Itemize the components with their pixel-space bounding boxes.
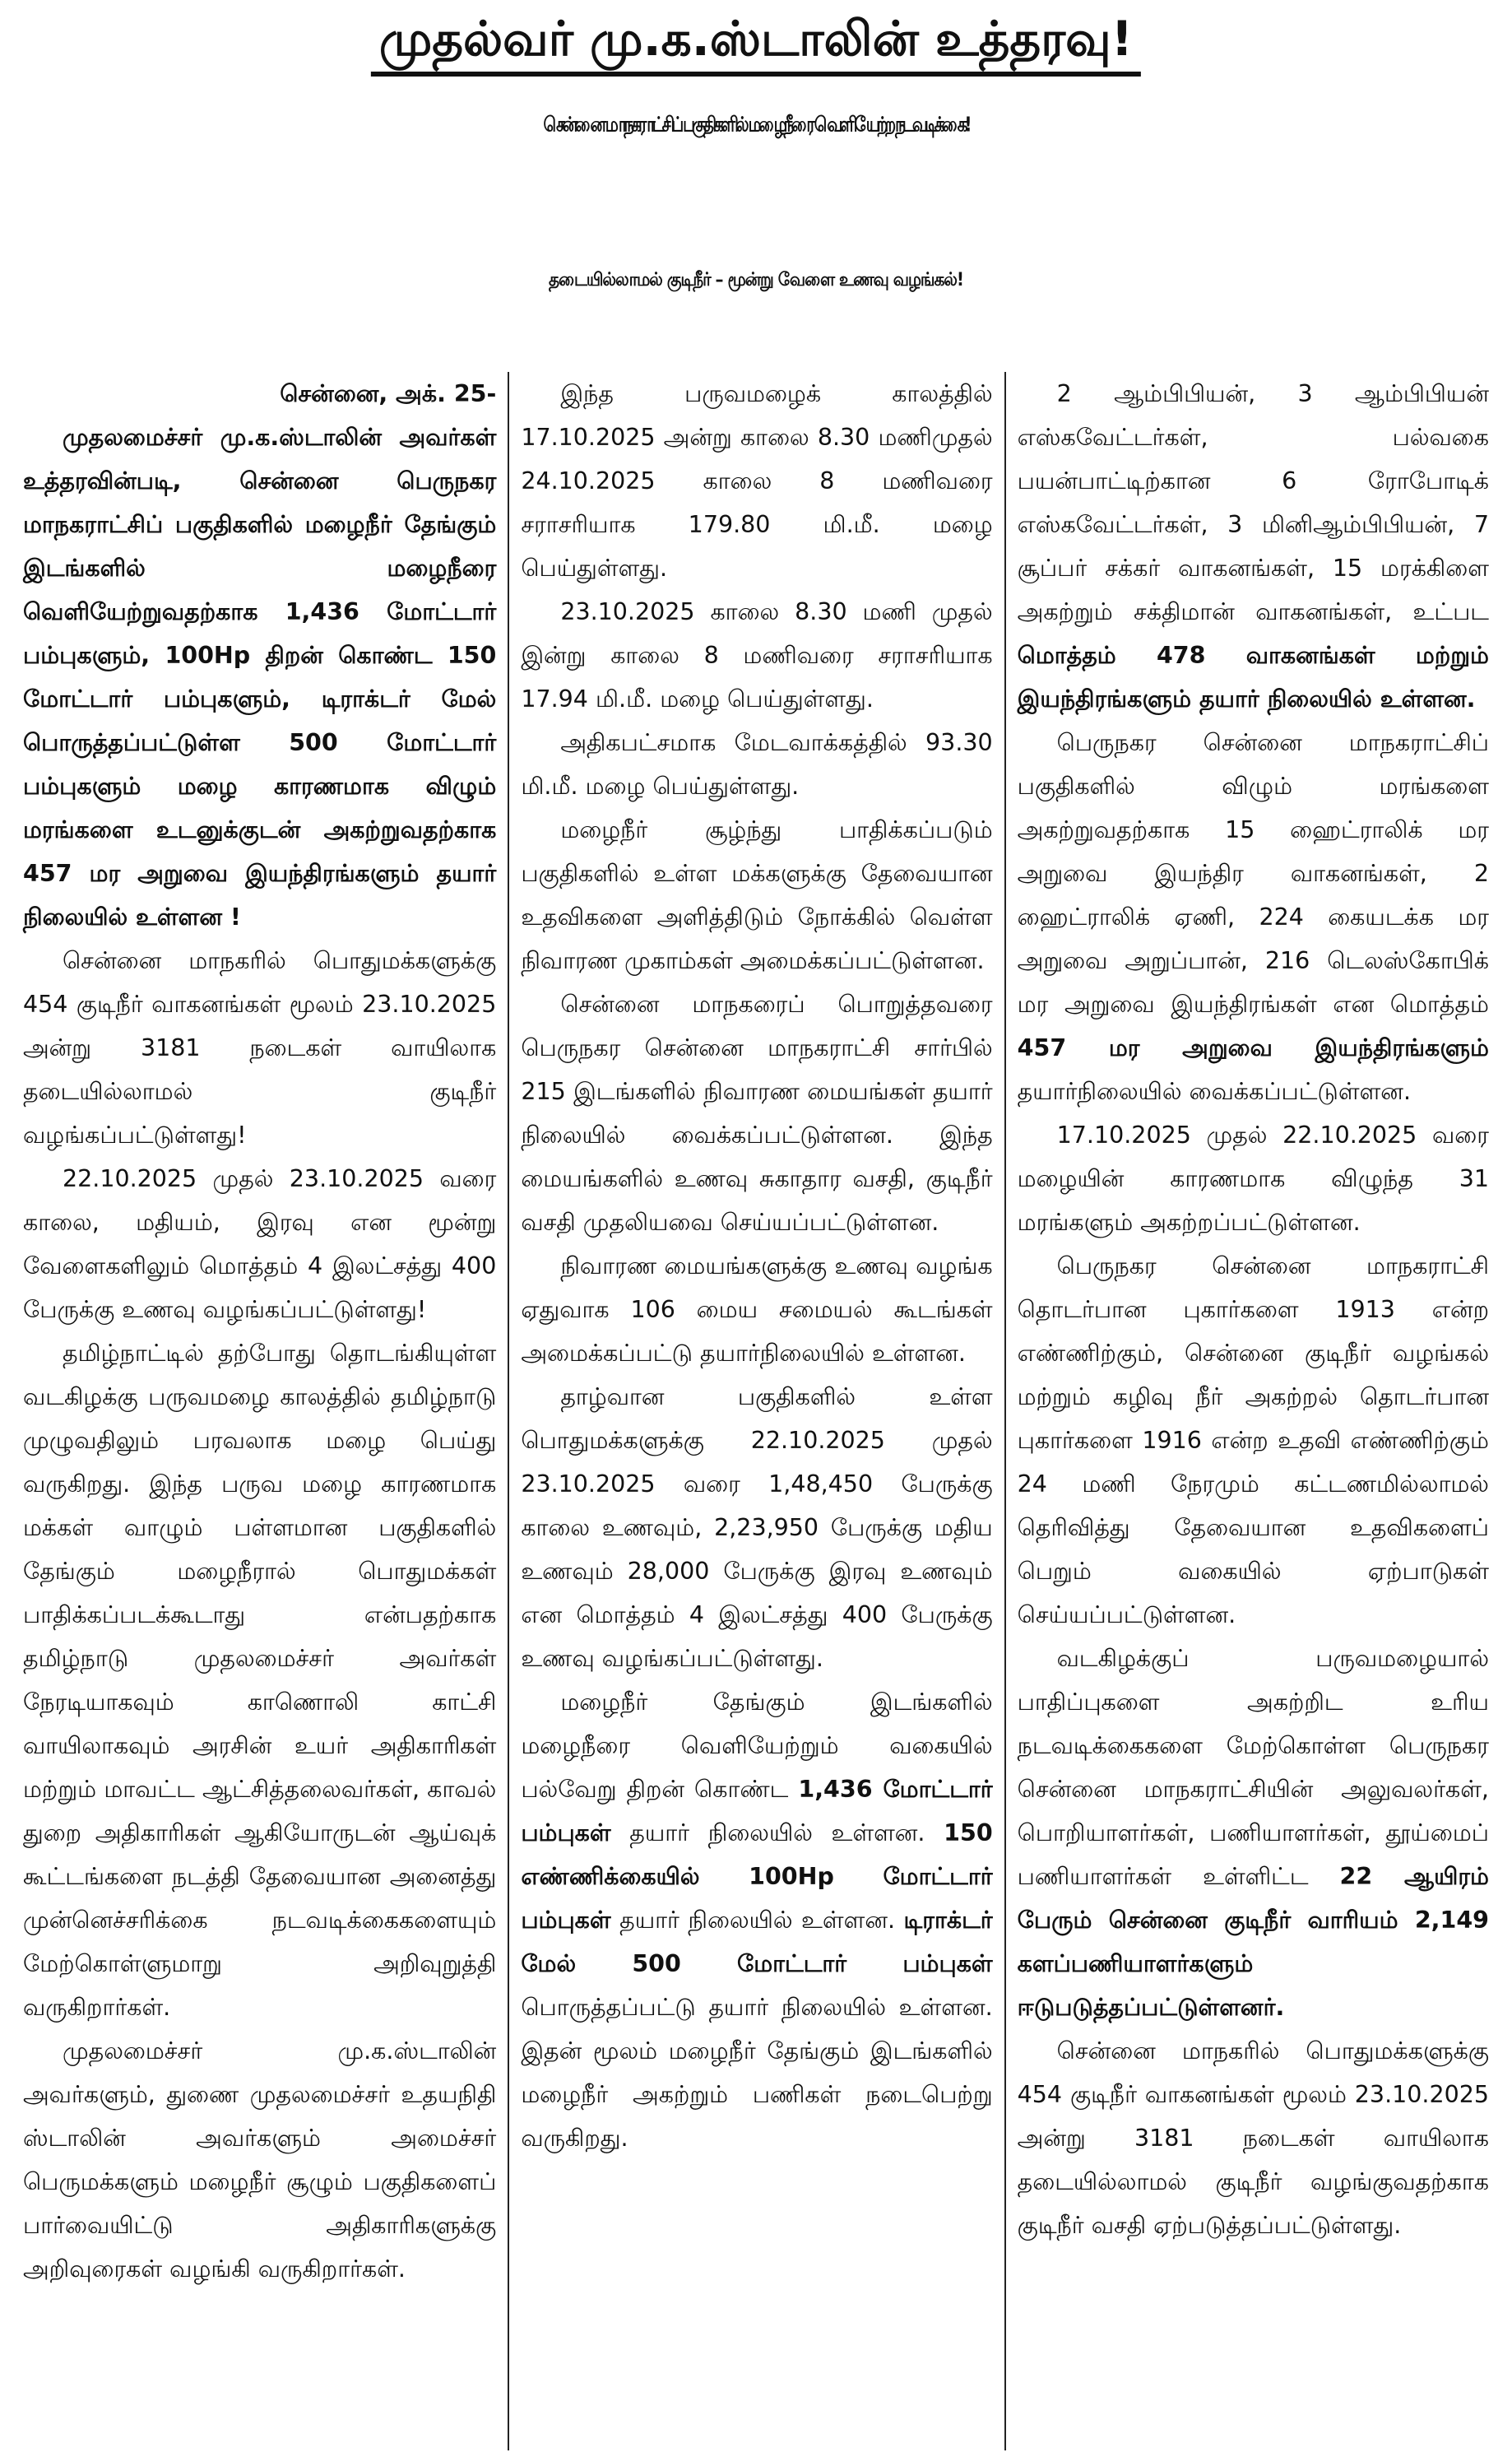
- column-2: [508, 372, 1004, 2450]
- paragraph: பெருநகர சென்னை மாநகராட்சி தொடர்பான புகார்களை 1913 என்ற எண்ணிற்கும், சென்னை குடிநீர் வழங்கல் மற்றும் கழிவு நீர் அகற்றல் தொடர்பான புகார்களை 1916 என்ற உதவி எண்ணிற்கும் 24 மணி நேரமும் கட்டணமில்லாமல் தெரிவித்து தேவையான உதவிகளைப் பெறும் வகையில் ஏற்பாடுகள் செய்யப்பட்டுள்ளன.: [1017, 1252, 1489, 1628]
- text-run: தயார்நிலையில் வைக்கப்பட்டுள்ளன.: [1017, 1078, 1412, 1105]
- text-run: வடகிழக்குப் பருவமழையால் பாதிப்புகளை அகற்றிட உரிய நடவடிக்கைகளை மேற்கொள்ள பெருநகர சென்னை மாநகராட்சியின் அலுவலர்கள், பொறியாளர்கள், பணியாளர்கள், தூய்மைப் பணியாளர்கள் உள்ளிட்ட: [1017, 1645, 1489, 1890]
- text-run: தயார் நிலையில் உள்ளன.: [610, 1819, 944, 1846]
- paragraph: 23.10.2025 காலை 8.30 மணி முதல் இன்று காலை 8 மணிவரை சராசரியாக 17.94 மி.மீ. மழை பெய்துள்ளது.: [521, 598, 993, 713]
- paragraph: தமிழ்நாட்டில் தற்போது தொடங்கியுள்ள வடகிழக்கு பருவமழை காலத்தில் தமிழ்நாடு முழுவதிலும் பரவலாக மழை பெய்து வருகிறது. இந்த பருவ மழை காரணமாக மக்கள் வாழும் பள்ளமான பகுதிகளில் தேங்கும் மழைநீரால் பொதுமக்கள் பாதிக்கப்படக்கூடாது என்பதற்காக தமிழ்நாடு முதலமைச்சர் அவர்கள் நேரடியாகவும் காணொலி காட்சி வாயிலாகவும் அரசின் உயர் அதிகாரிகள் மற்றும் மாவட்ட ஆட்சித்தலைவர்கள், காவல் துறை அதிகாரிகள் ஆகியோருடன் ஆய்வுக் கூட்டங்களை நடத்தி தேவையான அனைத்து முன்னெச்சரிக்கை நடவடிக்கைகளையும் மேற்கொள்ளுமாறு அறிவுறுத்தி வருகிறார்கள்.: [23, 1340, 497, 2021]
- subheadline: தடையில்லாமல் குடிநீர் – மூன்று வேளை உணவு வழங்கல்!: [549, 267, 963, 290]
- paragraph: 17.10.2025 முதல் 22.10.2025 வரை மழையின் காரணமாக விழுந்த 31 மரங்களும் அகற்றப்பட்டுள்ளன.: [1017, 1122, 1489, 1236]
- paragraph: முதலமைச்சர் மு.க.ஸ்டாலின் அவர்களும், துணை முதலமைச்சர் உதயநிதி ஸ்டாலின் அவர்களும் அமைச்சர் பெருமக்களும் மழைநீர் சூழும் பகுதிகளைப் பார்வையிட்டு அதிகாரிகளுக்கு அறிவுரைகள் வழங்கி வருகிறார்கள்.: [23, 2037, 497, 2283]
- text-run: மழைநீர் தேங்கும் இடங்களில் மழைநீரை வெளியேற்றும் வகையில் பல்வேறு திறன் கொண்ட: [521, 1688, 993, 1803]
- paragraph: சென்னை மாநகரில் பொதுமக்களுக்கு 454 குடிநீர் வாகனங்கள் மூலம் 23.10.2025 அன்று 3181 நடைகள் வாயிலாக தடையில்லாமல் குடிநீர் வழங்குவதற்காக குடிநீர் வசதி ஏற்படுத்தப்பட்டுள்ளது.: [1017, 2037, 1489, 2239]
- text-run: தயார் நிலையில் உள்ளன.: [610, 1907, 904, 1934]
- paragraph: [1018, 721, 1489, 1113]
- paragraph: [23, 416, 496, 939]
- bold-run: 22 ஆயிரம் பேரும் சென்னை குடிநீர் வாரியம் 2,149 களப்பணியாளர்களும் ஈடுபடுத்தப்பட்டுள்ளனர்.: [1017, 1863, 1489, 2021]
- bold-run: மொத்தம் 478 வாகனங்கள் மற்றும் இயந்திரங்களும் தயார் நிலையில் உள்ளன.: [1017, 642, 1489, 713]
- text-run: பெருநகர சென்னை மாநகராட்சிப் பகுதிகளில் விழும் மரங்களை அகற்றுவதற்காக 15 ஹைட்ராலிக் மர அறுவை இயந்திர வாகனங்கள், 2 ஹைட்ராலிக் ஏணி, 224 கையடக்க மர அறுவை அறுப்பான், 216 டெலஸ்கோபிக் மர அறுவை இயந்திரங்கள் என மொத்தம்: [1017, 729, 1489, 1018]
- column-3: [1004, 372, 1500, 2450]
- column-1: [12, 372, 508, 2450]
- bold-run: 457 மர அறுவை இயந்திரங்களும்: [1017, 1034, 1489, 1061]
- paragraph: அதிகபட்சமாக மேடவாக்கத்தில் 93.30 மி.மீ. மழை பெய்துள்ளது.: [521, 729, 993, 800]
- bold-run: 1,436 மோட்டார் பம்புகள்: [521, 1776, 993, 1846]
- text-run: 2 ஆம்பிபியன், 3 ஆம்பிபியன் எஸ்கவேட்டர்கள், பல்வகை பயன்பாட்டிற்கான 6 ரோபோடிக் எஸ்கவேட்டர்கள், 3 மினிஆம்பிபியன், 7 சூப்பர் சக்கர் வாகனங்கள், 15 மரக்கிளை அகற்றும் சக்திமான் வாகனங்கள், உட்பட: [1017, 380, 1489, 625]
- dateline: சென்னை, அக். 25-: [280, 380, 497, 407]
- bold-lead: முதலமைச்சர் மு.க.ஸ்டாலின் அவர்கள் உத்தரவின்படி, சென்னை பெருநகர மாநகராட்சிப் பகுதிகளில் மழைநீர் தேங்கும் இடங்களில் மழைநீரை வெளியேற்றுவதற்காக 1,436 மோட்டார் பம்புகளும், 100Hp திறன் கொண்ட 150 மோட்டார் பம்புகளும், டிராக்டர் மேல் பொருத்தப்பட்டுள்ள 500 மோட்டார் பம்புகளும் மழை காரணமாக விழும் மரங்களை உடனுக்குடன் அகற்றுவதற்காக 457 மர அறுவை இயந்திரங்களும் தயார் நிலையில் உள்ளன !: [23, 424, 497, 931]
- paragraph: சென்னை மாநகரைப் பொறுத்தவரை பெருநகர சென்னை மாநகராட்சி சார்பில் 215 இடங்களில் நிவாரண மையங்கள் தயார் நிலையில் வைக்கப்பட்டுள்ளன. இந்த மையங்களில் உணவு சுகாதார வசதி, குடிநீர் வசதி முதலியவை செய்யப்பட்டுள்ளன.: [521, 991, 993, 1236]
- bold-run: டிராக்டர் மேல் 500 மோட்டார் பம்புகள்: [521, 1907, 993, 1977]
- text-run: பொருத்தப்பட்டு தயார் நிலையில் உள்ளன. இதன் மூலம் மழைநீர் தேங்கும் இடங்களில் மழைநீர் அகற்றும் பணிகள் நடைபெற்று வருகிறது.: [521, 1994, 993, 2152]
- paragraph: 22.10.2025 முதல் 23.10.2025 வரை காலை, மதியம், இரவு என மூன்று வேளைகளிலும் மொத்தம் 4 இலட்சத்து 400 பேருக்கு உணவு வழங்கப்பட்டுள்ளது!: [23, 1165, 497, 1323]
- paragraph: நிவாரண மையங்களுக்கு உணவு வழங்க ஏதுவாக 106 மைய சமையல் கூடங்கள் அமைக்கப்பட்டு தயார்நிலையில் உள்ளன.: [521, 1252, 993, 1367]
- paragraph: இந்த பருவமழைக் காலத்தில் 17.10.2025 அன்று காலை 8.30 மணிமுதல் 24.10.2025 காலை 8 மணிவரை சராசரியாக 179.80 மி.மீ. மழை பெய்துள்ளது.: [521, 380, 993, 582]
- bold-run: 150 எண்ணிக்கையில் 100Hp மோட்டார் பம்புகள்: [521, 1819, 993, 1934]
- paragraph: தாழ்வான பகுதிகளில் உள்ள பொதுமக்களுக்கு 22.10.2025 முதல் 23.10.2025 வரை 1,48,450 பேருக்கு காலை உணவும், 2,23,950 பேருக்கு மதிய உணவும் 28,000 பேருக்கு இரவு உணவும் என மொத்தம் 4 இலட்சத்து 400 பேருக்கு உணவு வழங்கப்பட்டுள்ளது.: [521, 1383, 993, 1672]
- paragraph: [1018, 372, 1489, 721]
- paragraph: [521, 1680, 992, 2160]
- paragraph: [1018, 1637, 1489, 2029]
- paragraph: மழைநீர் சூழ்ந்து பாதிக்கப்படும் பகுதிகளில் உள்ள மக்களுக்கு தேவையான உதவிகளை அளித்திடும் நோக்கில் வெள்ள நிவாரண முகாம்கள் அமைக்கப்பட்டுள்ளன.: [521, 816, 993, 974]
- kicker-title: முதல்வர் மு.க.ஸ்டாலின் உத்தரவு!: [371, 12, 1141, 77]
- headline: சென்னை மாநகராட்சிப் பகுதிகளில் மழைநீரை வெளியேற்ற நடவடிக்கை!: [543, 111, 969, 137]
- paragraph: சென்னை மாநகரில் பொதுமக்களுக்கு 454 குடிநீர் வாகனங்கள் மூலம் 23.10.2025 அன்று 3181 நடைகள் வாயிலாக தடையில்லாமல் குடிநீர் வழங்கப்பட்டுள்ளது!: [23, 947, 497, 1149]
- article-body: [12, 372, 1500, 2450]
